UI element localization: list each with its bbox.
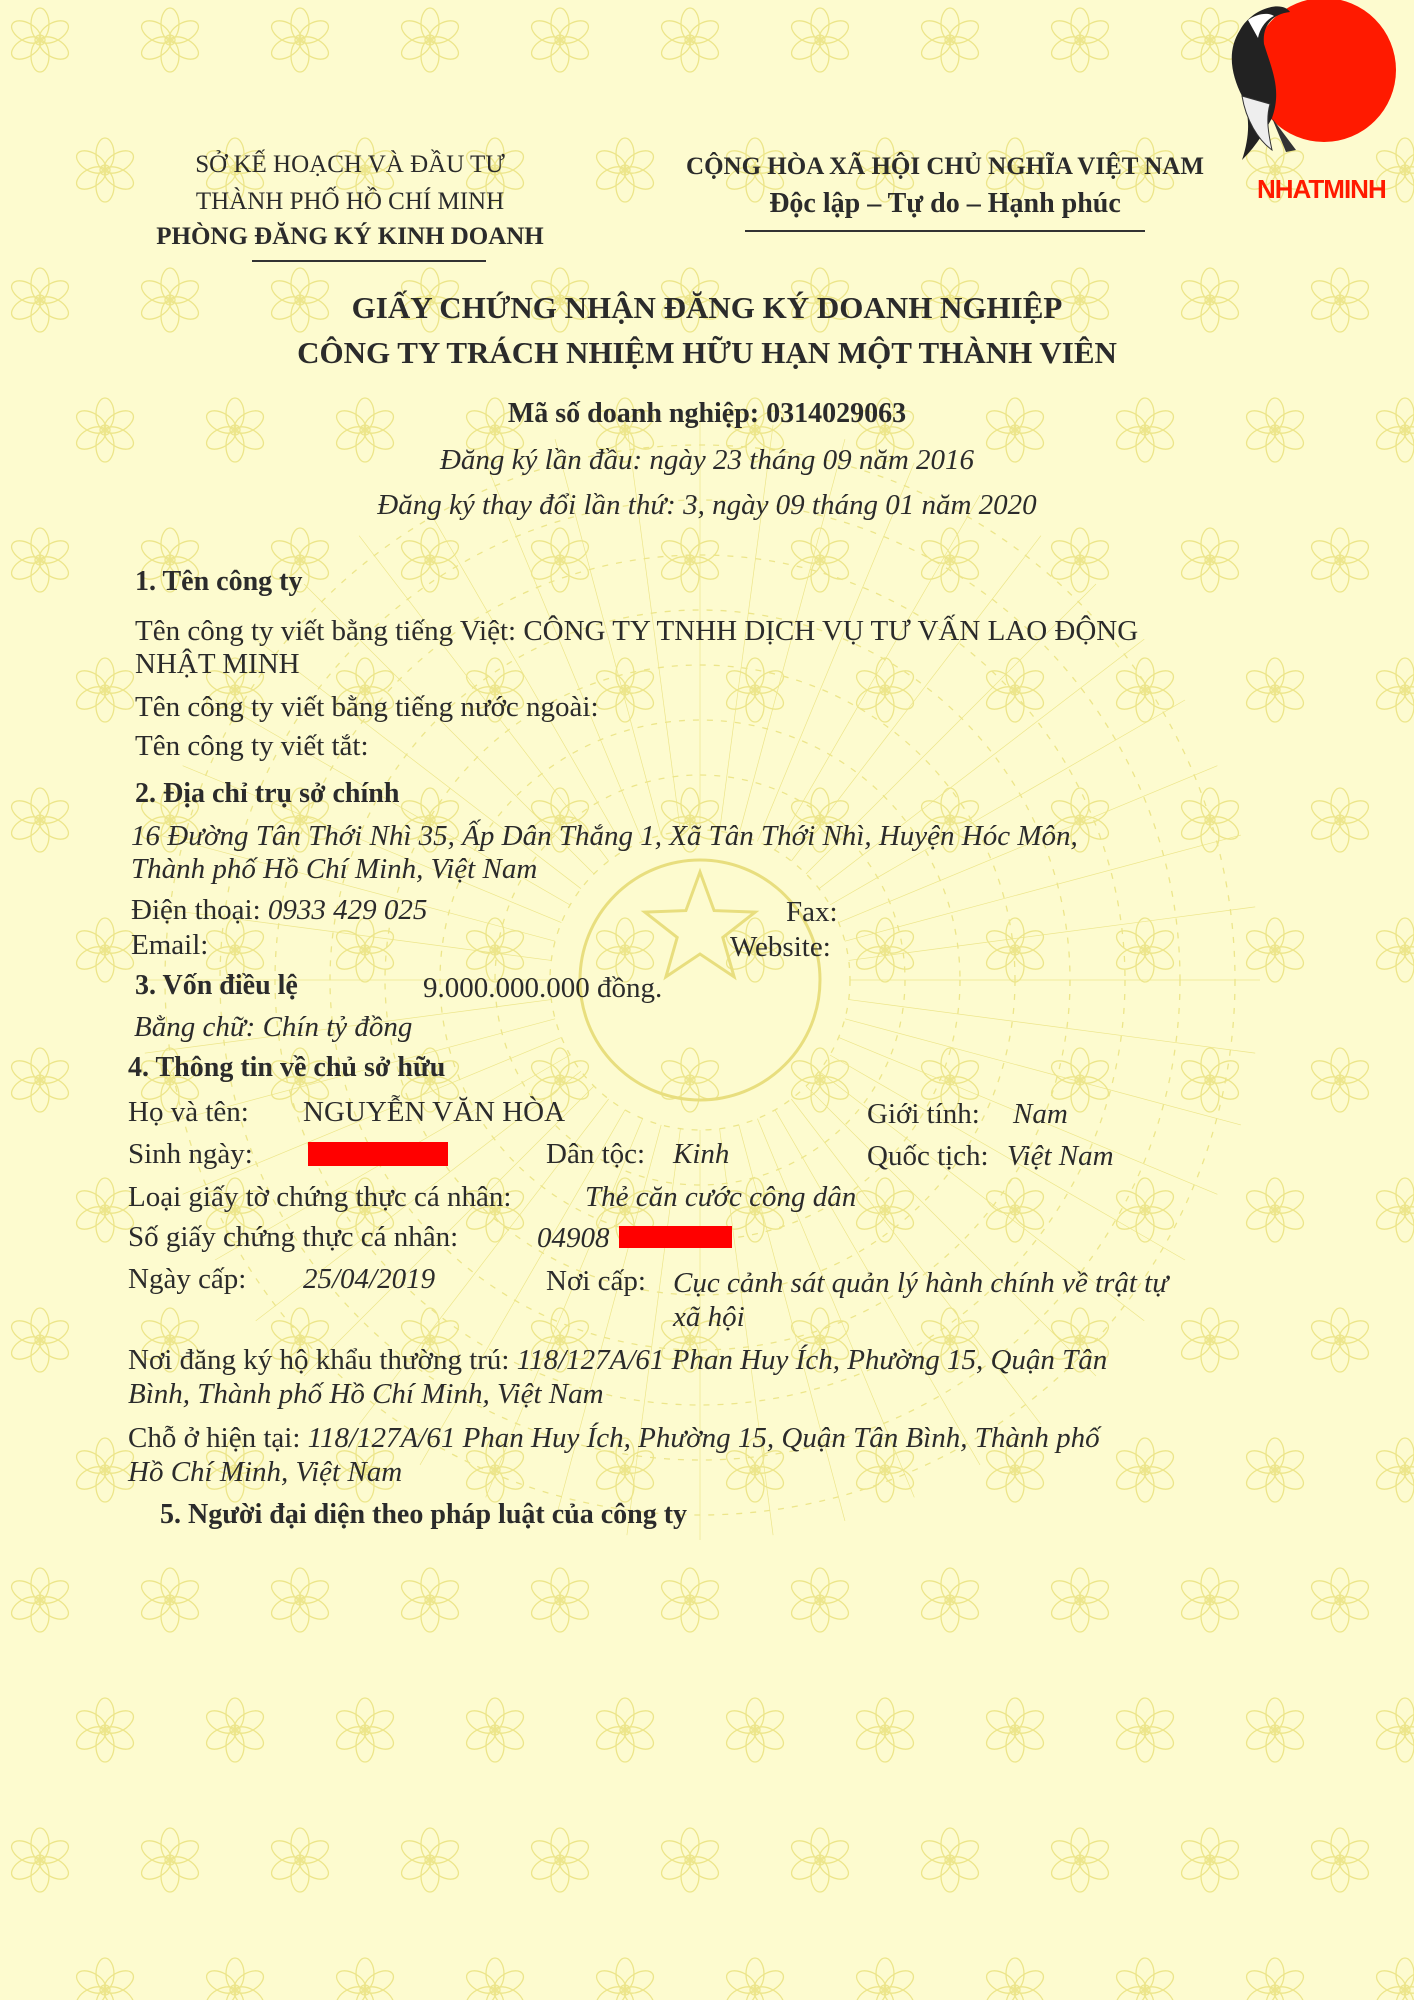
address-line-1: 16 Đường Tân Thới Nhì 35, Ấp Dân Thắng 1, Xã Tân Thới Nhì, Huyện Hóc Môn,	[131, 820, 1078, 852]
nationality-value: Việt Nam	[1007, 1140, 1114, 1172]
fax-label: Fax:	[786, 896, 838, 928]
crane-icon	[1212, 0, 1414, 204]
gender-label: Giới tính:	[867, 1098, 980, 1130]
current-address-line-2: Hồ Chí Minh, Việt Nam	[128, 1456, 403, 1488]
current-address-row: Chỗ ở hiện tại: 118/127A/61 Phan Huy Ích, Phường 15, Quận Tân Bình, Thành phố	[128, 1422, 1100, 1454]
residence-row: Nơi đăng ký hộ khẩu thường trú: 118/127A/61 Phan Huy Ích, Phường 15, Quận Tân	[128, 1344, 1108, 1376]
issue-date-value: 25/04/2019	[303, 1263, 436, 1295]
owner-name-value: NGUYỄN VĂN HÒA	[303, 1096, 566, 1128]
foreign-name-row: Tên công ty viết bằng tiếng nước ngoài:	[135, 691, 599, 723]
phone-row: Điện thoại: 0933 429 025	[131, 894, 428, 926]
section-2-heading: 2. Địa chỉ trụ sở chính	[135, 778, 400, 809]
dept-line-3: PHÒNG ĐĂNG KÝ KINH DOANH	[156, 223, 544, 250]
id-number-redaction	[619, 1226, 732, 1248]
email-label: Email:	[131, 929, 209, 961]
issue-place-line-1: Cục cảnh sát quản lý hành chính về trật tự	[673, 1267, 1169, 1299]
dept-line-1: SỞ KẾ HOẠCH VÀ ĐẦU TƯ	[195, 151, 505, 178]
id-number-label: Số giấy chứng thực cá nhân:	[128, 1221, 459, 1253]
short-name-row: Tên công ty viết tắt:	[135, 730, 369, 762]
id-type-value: Thẻ căn cước công dân	[585, 1181, 857, 1213]
motto: Độc lập – Tự do – Hạnh phúc	[769, 188, 1121, 219]
issue-date-label: Ngày cấp:	[128, 1263, 247, 1295]
section-3-heading: 3. Vốn điều lệ	[135, 970, 298, 1001]
issue-place-label: Nơi cấp:	[546, 1265, 646, 1297]
website-label: Website:	[730, 931, 831, 963]
logo-text: NHATMINH	[1257, 174, 1386, 204]
section-4-heading: 4. Thông tin về chủ sở hữu	[128, 1052, 446, 1083]
nhatminh-logo	[1212, 0, 1414, 204]
tax-code: Mã số doanh nghiệp: 0314029063	[507, 398, 907, 429]
motto-underline	[745, 230, 1145, 232]
owner-name-label: Họ và tên:	[128, 1096, 249, 1128]
capital-in-words: Bằng chữ: Chín tỷ đồng	[134, 1011, 413, 1043]
dob-redaction	[308, 1142, 448, 1166]
change-registration: Đăng ký thay đổi lần thứ: 3, ngày 09 tháng 01 năm 2020	[377, 489, 1037, 521]
nationality-label: Quốc tịch:	[867, 1140, 989, 1172]
section-1-heading: 1. Tên công ty	[135, 566, 303, 597]
gender-value: Nam	[1013, 1098, 1068, 1130]
id-type-label: Loại giấy tờ chứng thực cá nhân:	[128, 1181, 512, 1213]
certificate-subtitle: CÔNG TY TRÁCH NHIỆM HỮU HẠN MỘT THÀNH VIÊN	[297, 335, 1117, 370]
residence-line-2: Bình, Thành phố Hồ Chí Minh, Việt Nam	[128, 1378, 604, 1410]
certificate-title: GIẤY CHỨNG NHẬN ĐĂNG KÝ DOANH NGHIỆP	[351, 290, 1063, 325]
section-5-heading: 5. Người đại diện theo pháp luật của công ty	[160, 1499, 688, 1530]
dept-underline	[252, 260, 486, 262]
country-name: CỘNG HÒA XÃ HỘI CHỦ NGHĨA VIỆT NAM	[686, 153, 1204, 180]
issue-place-line-2: xã hội	[673, 1301, 745, 1333]
first-registration: Đăng ký lần đầu: ngày 23 tháng 09 năm 2016	[439, 444, 975, 476]
ethnic-value: Kinh	[673, 1138, 730, 1170]
address-line-2: Thành phố Hồ Chí Minh, Việt Nam	[131, 853, 538, 885]
viet-name-row: Tên công ty viết bằng tiếng Việt: CÔNG TY TNHH DỊCH VỤ TƯ VẤN LAO ĐỘNG	[135, 615, 1139, 647]
dob-label: Sinh ngày:	[128, 1138, 253, 1170]
ethnic-label: Dân tộc:	[546, 1138, 646, 1170]
capital-amount: 9.000.000.000 đồng.	[423, 972, 663, 1004]
viet-name-line-2: NHẬT MINH	[135, 648, 300, 680]
id-number-value: 04908	[537, 1222, 610, 1254]
dept-line-2: THÀNH PHỐ HỒ CHÍ MINH	[195, 188, 505, 215]
